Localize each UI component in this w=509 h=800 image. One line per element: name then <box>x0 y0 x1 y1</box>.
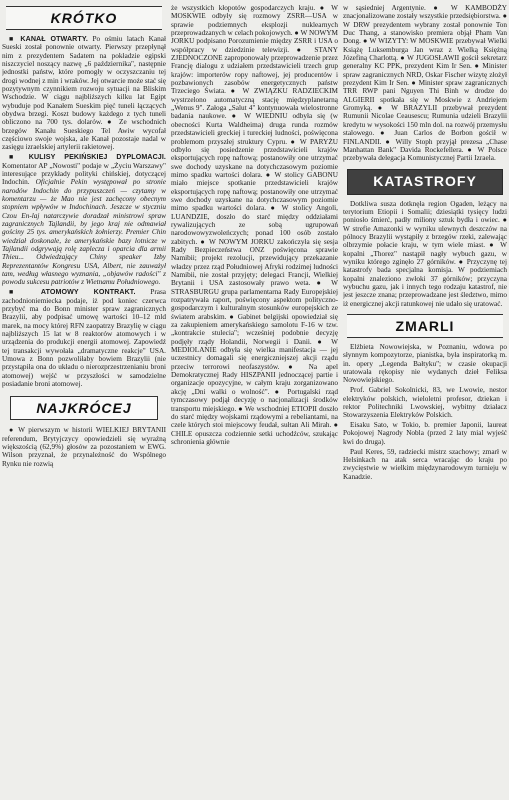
article-kanal-title: KANAŁ OTWARTY. <box>20 35 88 43</box>
section-header-zmarli: ZMARLI <box>347 314 503 338</box>
article-kulisy: ■ KULISY PEKIŃSKIEJ DYPLOMACJI. Komentator AP „Nowosti" podaje w „Życiu Warszawy" interesujące przykłady polityki chińskiej, dotyczącej Indochin. Oficjalnie Pekin występował po stronie narodów Indochin do przypuszczeń — czytamy w komentarzu — że Mao nie jest zachęcony obecnym stopniem wpływów w Indochinach. Jeszcze w styczniu Czou En-laj natarczywie doradzał ministrowi spraw zagranicznych Tajlandii, by jego kraj nie odmawiał gościny 25 tys. amerykańskich żołnierzy. Premier Chin wiedział doskonale, że amerykańskie bazy lotnicze w Tajlandii odgrywają rolę zaplecza i oparcia dla armii Thieu... Odwiedzający Chiny speaker Izby Reprezentantów Kongresu USA, Albert, nie zauważył tam, według własnego wyznania, „objawów radości" z powodu sukcesu patriotów z Wietnamu Południowego. <box>2 153 166 287</box>
obituary-4: Paul Keres, 59, radziecki mistrz szachowy; zmarł w Helsinkach na atak serca wracając do kraju po zwycięstwie w wielkim międzynarodowym turnieju w Kanadzie. <box>343 447 507 481</box>
section-header-katastrofy: KATASTROFY <box>347 169 503 195</box>
obituary-2: Prof. Gabriel Sokolnicki, 83, we Lwowie, nestor elektryków polskich, wieloletni profesor, dziekan i rektor Politechniki Lwowskiej, wybitny działacz Stowarzyszenia Elektryków Polskich. <box>343 386 507 420</box>
article-kulisy-title: KULISY PEKIŃSKIEJ DYPLOMACJI. <box>28 153 166 162</box>
news-briefs-cont: w sąsiedniej Argentynie. ● W KAMBODŻY znacjonalizowane zostały wszystkie przedsiębiorstwa. ● W DRW prezydentem wybrany został ponownie Ton Duc Thang, a stanowisko premiera objął Pham Van Dong. ● W WIZYTY: W MOSKWIE przebywał Wielki Książę Luksemburga Jan wraz z Wielką Księżną Józefiną Charlottą. ● W JUGOSŁAWII gościł sekretarz generalny KC PPK, prezydent Kim Ir Sen. ● Minister spraw zagranicznych NRD, Oskar Fischer wizytę złożył prezydent Kim Ir Sen. ● Minister spraw zagranicznych TRR RWP pani Nguyen Thi Binh w drodze do ALGIERII spotkała się w Moskwie z Andriejem Gromyką. ● W BRAZYLII przebywał prezydent Rumunii Nicolae Ceausescu; Rumunia udzieli Brazylii kredytu w wysokości 150 mln dol. na rozwój przemysłu stalowego. ● Juan Carlos de Borbon gościł w FINLANDII. ● Willy Stoph przyjął prezesa „Chase Manhattan Bank" Davida Rockefellera. ● W Polsce przebywała delegacja Komunistycznej Partii Izraela. <box>343 4 507 163</box>
article-najkrocej: ● W pierwszym w historii WIELKIEJ BRYTANII referendum, Brytyjczycy opowiedzieli się wyraźną większością (62,9%) głosów za pozostaniem w EWG. Wilson przyznał, że przynależność do Wspólnego Rynku nie rozwią <box>2 426 166 468</box>
column-3 <box>343 4 507 798</box>
section-header-najkrocej: NAJKRÓCEJ <box>10 396 158 420</box>
article-atom-title: ATOMOWY KONTRAKT. <box>40 288 136 297</box>
article-katastrofy: Dotkliwa susza dotknęła region Ogaden, leżący na terytorium Etiopii i Somalii; dziesiątki tysięcy ludzi poniosło śmierć, padły miliony sztuk bydła i owiec. ● W strefie Amazonki w wyniku ulewnych deszczów na pólnocy Brazylii wystąpiły z brzegów rzeki, zalewając olbrzymie połacie kraju, w tym wiele miast. ● W kopalni „Thorez" nastąpił nagły wybuch gazu, w wyniku którego zginęło 27 górników. ● Przyczynę tej katastrofy bada specjalna komisja. W podziemiach kopalni znaleziono zwłoki 37 górników; przyczyna wybuchu gazu, jak i innych tego rodzaju katastrof, nie jest jeszcze znana; przeprowadzane jest śledztwo, mimo iż energicznej akcji ratunkowej nie udało się uratować. <box>343 199 507 308</box>
article-kanal: ■ KANAŁ OTWARTY. Po ośmiu latach Kanał Sueski został ponownie otwarty. Pierwszy przepłynął nim z prezydentem Sadatem na pokładzie egipski niszczyciel noszący nazwę „6 października", następnie jednostki państw, które pomogły w oczyszczaniu tej drogi wodnej z min i wraków. Jej otwarcie może stać się pozytywnym czynnikiem rozwoju sytuacji na Bliskim Wschodzie. W ciągu najbliższych kilku lat Egipt wybuduje pod Kanałem Sueskim pięć tuneli łączących obydwa brzegi. Koszt budowy każdego z tych tuneli obliczono na 700 tys. dolarów. ● Ze wschodnich brzegów Kanału Sueskiego Tel Awiw wycofał częściowo swoje wojska, ale Kanał pozostaje nadal w zasięgu izraelskiej artylerii rakietowej. <box>2 35 166 152</box>
obituary-1: Elżbieta Nowowiejska, w Poznaniu, wdowa po słynnym kompozytorze, pianistka, była inspiratorką m. in. opery „Legenda Bałtyku"; w czasie okupacji uratowała rękopisy nie wydanych dzieł Feliksa Nowowiejskiego. <box>343 343 507 385</box>
bullet-icon: ■ <box>9 153 29 162</box>
bullet-icon: ■ <box>9 35 21 43</box>
column-1 <box>2 4 166 798</box>
news-briefs: że wszystkich kłopotów gospodarczych kraju. ● W MOSKWIE odbyły się rozmowy ZSRR—USA w sprawie podziemnych eksplozji nuklearnych przeprowadzanych w celach pokojowych. ● W NOWYM JORKU podpisano Porozumienie między ZSRR i USA o współpracy w dziedzinie telewizji. ● STANY ZJEDNOCZONE zaproponowały przeprowadzenie przez Francję dialogu z udziałem przedstawicieli trzech grup krajów: importerów ropy naftowej, jej producentów i pozbawionych zasobów energetycznych państw Trzeciego Świata. ● W ZWIĄZKU RADZIECKIM wystrzelono automatyczną stację międzyplanetarną „Wenus 9". Załoga „Salut 4" kontynuowała wielostronne badania naukowe. ● W WIEDNIU odbyła się (w obecności Kurta Waldheima) druga runda rozmów przedstawicieli greckiej i tureckiej ludności, poświęcona problemom przyszłej struktury Cypru. ● W PARYŻU odbyło się posiedzenie przedstawicieli krajów eksportujących ropę naftową; postanowiły one utrzymać swe dochody uzyskane na dotychczasowym poziomie mimo spadku wartości dolara. ● W stolicy GABONU miało miejsce spotkanie przedstawicieli krajów eksportujących ropę naftową; postanowiły one utrzymać swe dochody uzyskane na dotychczasowym poziomie mimo spadku wartości dolara. ● W stolicy Angoli, LUANDZIE, doszło do starć między oddziałami rywalizujących ze sobą ugrupowań narodowowyzwoleńczych; ponad 100 osób zostało zabitych. ● W NOWYM JORKU zakończyła się sesja Rady Bezpieczeństwa ONZ poświęcona sprawie Namibii; projekt rezolucji, przewidujący przekazanie władzy przez rząd Południowej Afryki rodzimej ludności Namibii, nie został przyjęty; delegaci Francji, Wielkiej Brytanii i USA zastosowały prawo weta. ● W STRASBURGU grupa parlamentarna Rady Europejskiej rozpatrywała raport, poświęcony aspektom polityczno-gospodarczym i kulturalnym stosunków europejskich ze światem arabskim. ● Gabinet belgijski opowiedział się za zakupieniem amerykańskiego samolotu F-16 w tzw. „kontrakcie stulecia"; wcześniej podobnie decyzję podjęły rządy Holandii, Norwegii i Danii. ● W MEDIOLANIE odbyła się wielka manifestacja — jej uczestnicy domagali się energiczniejszej akcji rządu przeciw terrorowi neofaszystów. ● Na apel Demokratycznej Rady HISZPANII jednoczącej partie i organizacje opozycyjne, w całym kraju zorganizowano akcję „Dni walki o wolność". ● Portugalski rząd tymczasowy podjął decyzję o nacjonalizacji środków transportu miejskiego. ● We wschodniej ETIOPII doszło do starć między wojskami rządowymi a rebeliantami, na czele których stoi miejscowy feudał, sułtan Ali Mirah. ● CHILE opuszcza codziennie setki uchodźców, szukając schronienia głównie <box>171 4 338 446</box>
obituary-3: Eisaku Sato, w Tokio, b. premier Japonii, laureat Pokojowej Nagrody Nobla (przed 2 laty mial wyjeść kwi do druga). <box>343 421 507 446</box>
bullet-icon: ■ <box>9 288 41 297</box>
article-atom: ■ ATOMOWY KONTRAKT. Prasa zachodnioniemiecka podaje, iż pod koniec czerwca przybyć ma do Bonn minister spraw zagranicznych Brazylii, aby podpisać umowę wartości 10–12 mld marek, na mocy której RFN zaopatrzy Brazylię w ciągu najbliższych 15 lat w 8 reaktorów atomowych i w urządzenia do produkcji energii atomowej. Zapowiedź tej transakcji wywołała „dramatyczne reakcje" USA. Umowa z Bonn pozwoliłaby bowiem Brazylii (nie przystąpiła ona do układu o nierozprzestrzenianiu broni atomowej) wejść w przyszłości w samodzielne posiadanie broni atomowej. <box>2 288 166 389</box>
column-2 <box>171 4 338 798</box>
bullet-icon: ● <box>9 426 19 435</box>
section-header-krotko: KRÓTKO <box>6 6 162 30</box>
